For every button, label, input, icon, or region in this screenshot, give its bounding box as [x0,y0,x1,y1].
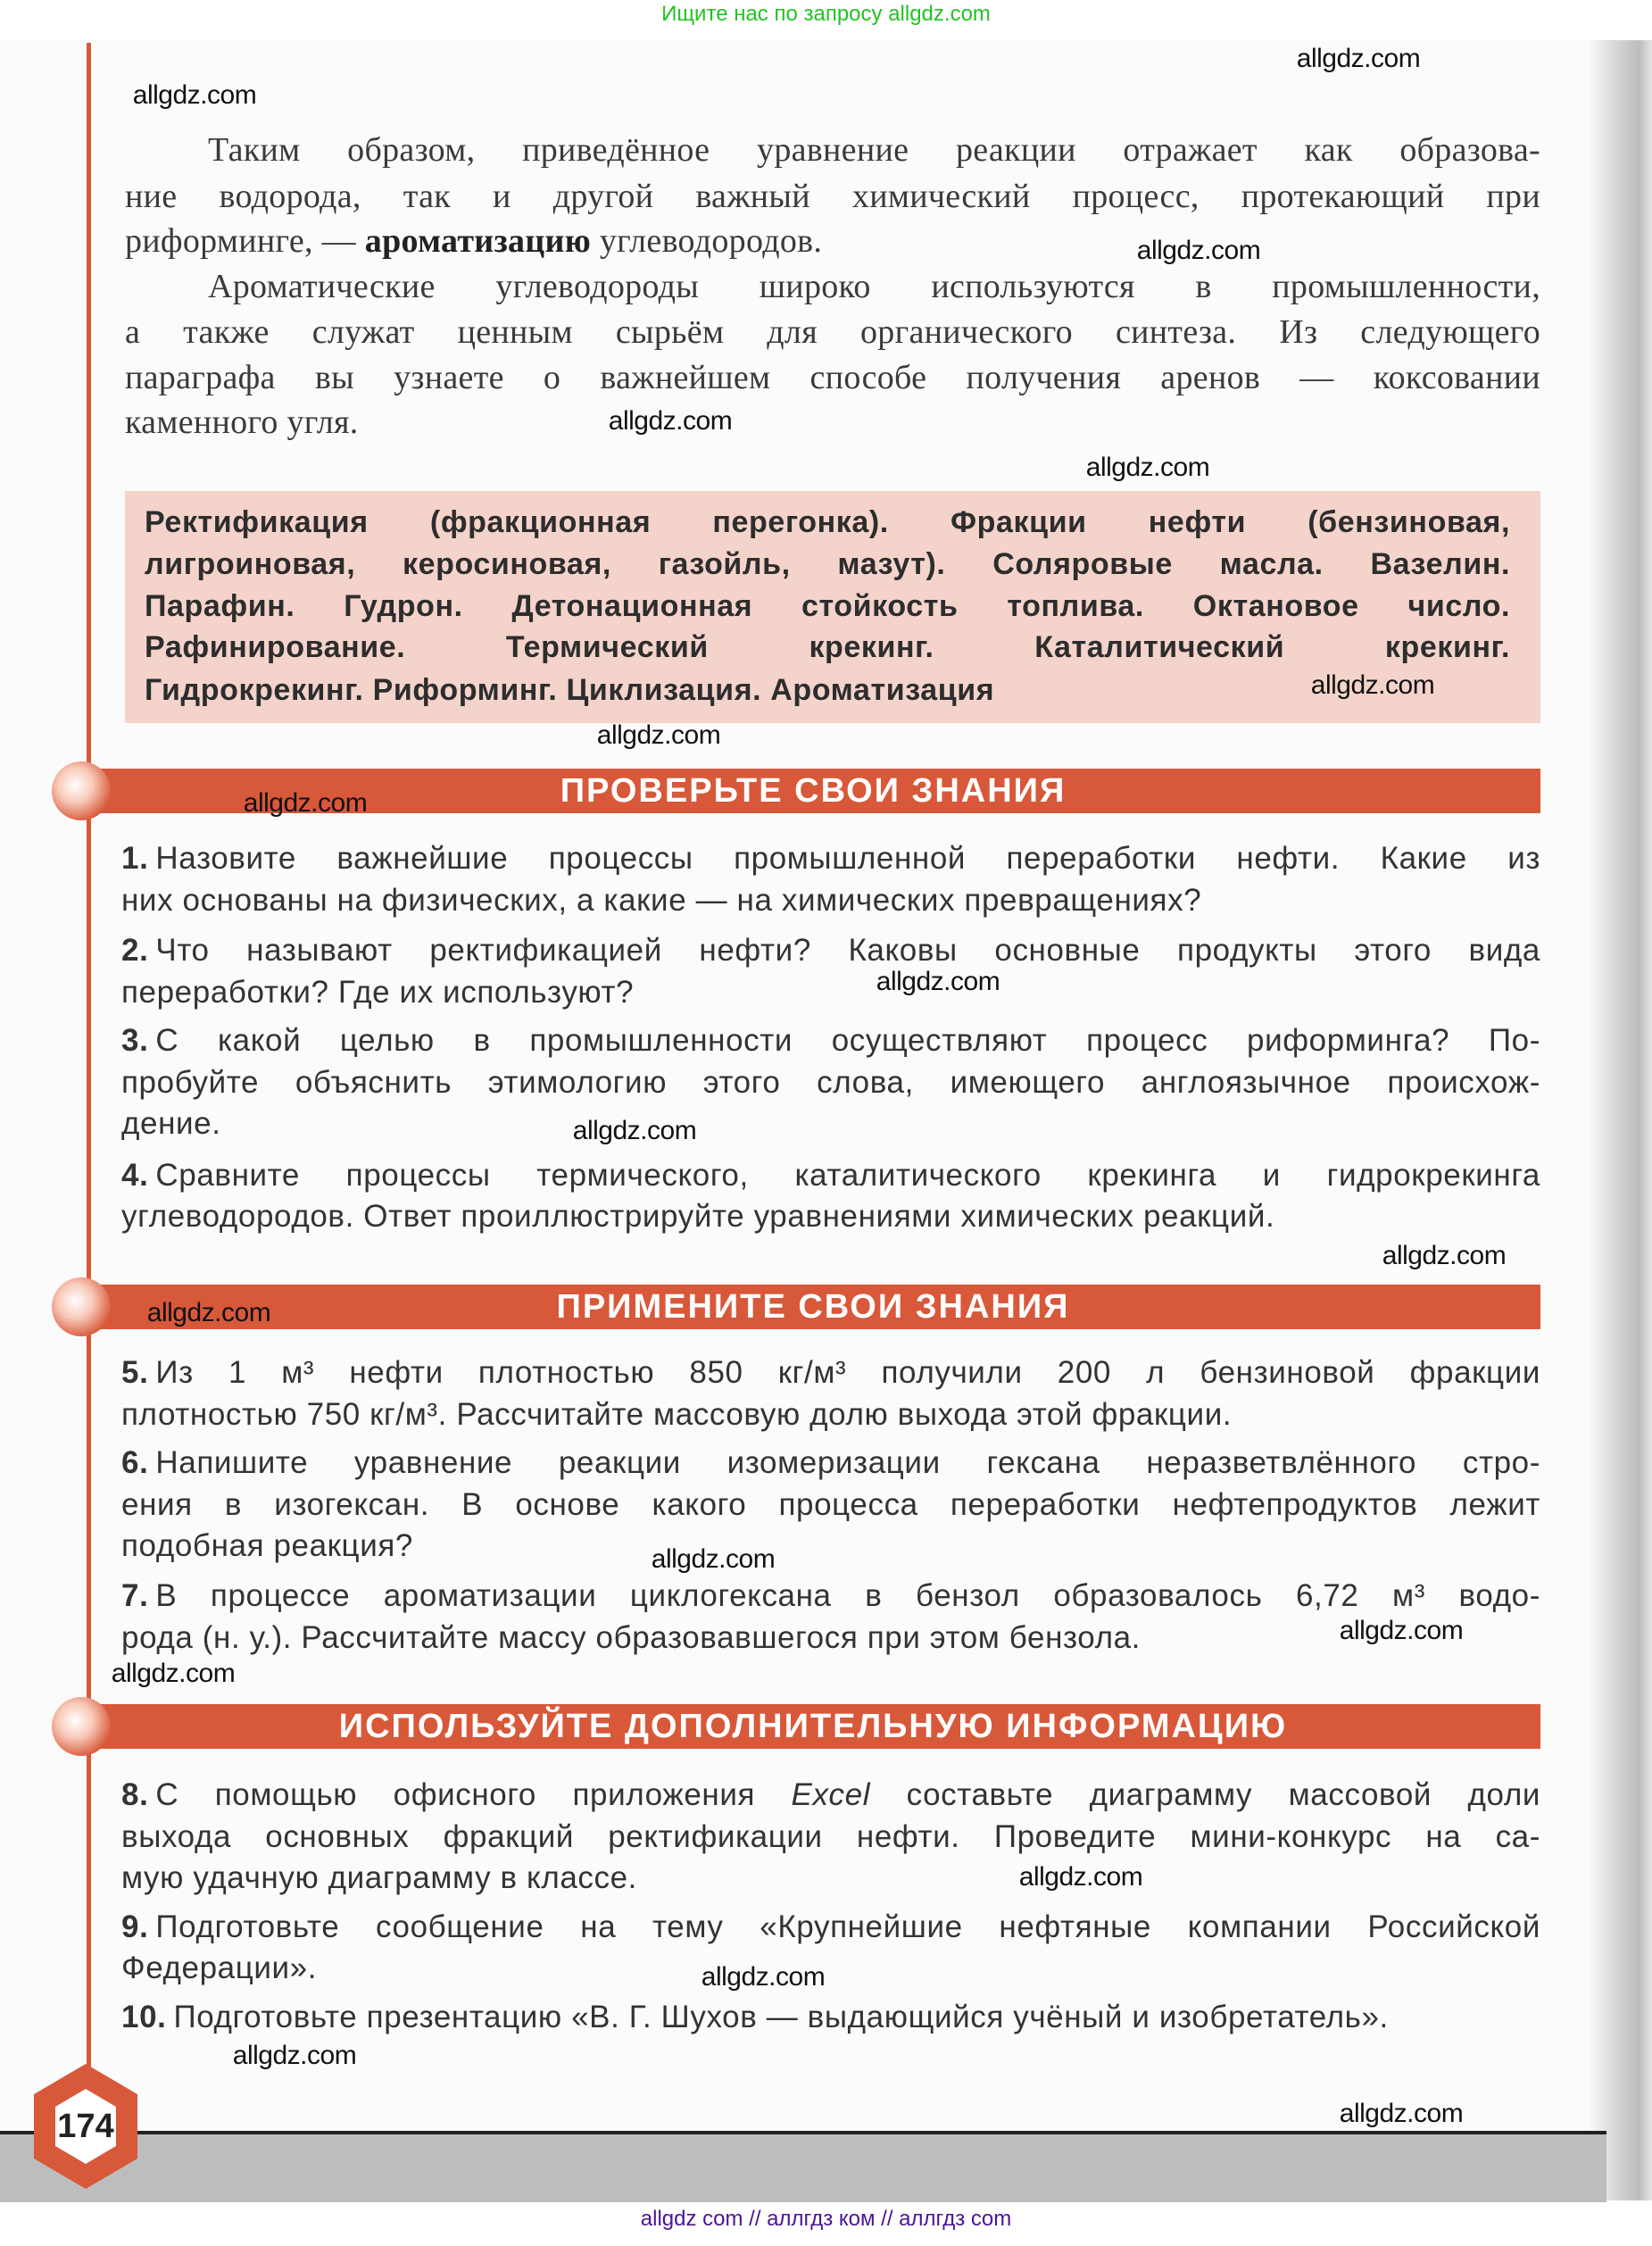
text-run: Подготовьте презентацию «В. Г. Шухов — выдающийся учёный и изобретатель». [173,2000,1389,2034]
question-line [121,930,1540,971]
text-run: В процессе ароматизации циклогексана в бензол образовалось 6,72 м³ водо- [155,1578,1540,1613]
question-line [121,1020,1540,1061]
watermark: allgdz.com [232,2041,357,2070]
key-terms-line: Парафин. Гудрон. Детонационная стойкость топлива. Октановое число. [145,589,1510,623]
text-run: дение. [121,1106,221,1141]
question-line [121,1775,1540,1816]
question-number: 4. [121,1158,149,1193]
watermark: allgdz.com [701,1962,826,1992]
page-number-badge [21,2062,150,2191]
key-terms-line: Гидрокрекинг. Риформинг. Циклизация. Ароматизация [145,673,995,707]
text-run: Таким образом, приведённое уравнение реакции отражает как образова- [208,131,1540,169]
bottom-banner: allgdz com // аллгдз ком // аллгдз com [640,2207,1012,2231]
watermark: allgdz.com [1296,44,1421,73]
text-run: пробуйте объяснить этимологию этого слова, имеющего англоязычное происхож- [121,1065,1540,1100]
question-line [121,1062,1540,1103]
text-run: выхода основных фракций ректификации нефти. Проведите мини-конкурс на са- [121,1819,1540,1854]
watermark: allgdz.com [132,80,257,110]
text-run: Подготовьте сообщение на тему «Крупнейшие нефтяные компании Российской [155,1909,1540,1944]
question-line [121,1526,1540,1567]
bold-term: ароматизацию [364,222,592,260]
question-line [121,1485,1540,1526]
watermark: allgdz.com [596,720,721,750]
paragraph-line [125,311,1540,354]
watermark: allgdz.com [243,788,368,818]
question-number: 6. [121,1445,149,1480]
question-number: 2. [121,933,149,968]
question-line [121,1155,1540,1196]
paragraph-line [208,129,1540,171]
question-number: 10. [121,2000,167,2034]
watermark: allgdz.com [1310,670,1435,700]
watermark: allgdz.com [876,967,1000,996]
watermark: allgdz.com [1136,236,1261,265]
text-run: углеводородов. Ответ проиллюстрируйте уравнениями химических реакций. [121,1199,1275,1234]
text-run: С какой целью в промышленности осуществляют процесс риформинга? По- [155,1023,1540,1058]
question-line [121,1817,1540,1858]
text-run: Назовите важнейшие процессы промышленной переработки нефти. Какие из [155,841,1540,876]
text-run: них основаны на физических, а какие — на химических превращениях? [121,883,1202,918]
question-line [121,1618,1540,1659]
margin-line [87,43,91,2096]
text-run: переработки? Где их используют? [121,975,635,1010]
section-header [86,1704,1540,1749]
page-spine-shadow [1589,40,1652,2200]
section-header [86,1285,1540,1329]
text-run: плотностью 750 кг/м³. Рассчитайте массовую долю выхода этой фракции. [121,1397,1233,1432]
bullet-circle-icon [52,1697,111,1756]
text-run: ения в изогексан. В основе какого процесса переработки нефтепродуктов лежит [121,1487,1540,1522]
page-number: 174 [57,2108,114,2145]
watermark: allgdz.com [608,406,733,436]
watermark: allgdz.com [146,1298,271,1327]
question-line [121,1196,1540,1237]
question-number: 8. [121,1777,149,1812]
watermark: allgdz.com [1339,1616,1464,1645]
bottom-band [0,2131,1606,2202]
bullet-circle-icon [52,1277,111,1336]
question-line [121,972,1540,1013]
question-number: 1. [121,841,149,876]
question-line [121,1576,1540,1617]
question-line [121,1394,1540,1435]
paragraph-line [125,175,1540,218]
text-run: Сравните процессы термического, каталитического крекинга и гидрокрекинга [155,1158,1540,1193]
watermark: allgdz.com [1339,2099,1464,2128]
question-number: 9. [121,1909,149,1944]
watermark: allgdz.com [111,1659,236,1688]
question-line [121,1103,1540,1144]
watermark: allgdz.com [1382,1241,1507,1270]
question-line [121,1907,1540,1948]
section-title: ИСПОЛЬЗУЙТЕ ДОПОЛНИТЕЛЬНУЮ ИНФОРМАЦИЮ [338,1708,1288,1745]
text-run: Что называют ректификацией нефти? Каковы основные продукты этого вида [155,933,1540,968]
key-terms-line: лигроиновая, керосиновая, газойль, мазут). Соляровые масла. Вазелин. [145,547,1510,581]
bullet-circle-icon [52,761,111,820]
question-line [121,1443,1540,1484]
text-run: мую удачную диаграмму в классе. [121,1860,638,1895]
question-number: 5. [121,1355,149,1390]
text-run: риформинге, — [125,222,365,260]
watermark: allgdz.com [572,1116,697,1145]
watermark: allgdz.com [651,1544,776,1574]
text-run: каменного угля. [125,403,359,441]
question-line [121,1997,1540,2038]
paragraph-line [125,401,1540,444]
paragraph-line [125,220,1540,262]
question-line [121,1948,1540,1989]
watermark: allgdz.com [1085,453,1210,482]
text-run: Из 1 м³ нефти плотностью 850 кг/м³ получили 200 л бензиновой фракции [155,1355,1540,1390]
question-line [121,880,1540,921]
text-run: Ароматические углеводороды широко используются в промышленности, [208,268,1540,305]
question-line [121,838,1540,879]
section-title: ПРИМЕНИТЕ СВОИ ЗНАНИЯ [556,1288,1070,1326]
text-run: ние водорода, так и другой важный химический процесс, протекающий при [125,178,1540,215]
paragraph-line [125,356,1540,399]
watermark: allgdz.com [1018,1862,1143,1892]
question-number: 3. [121,1023,149,1058]
text-run: Напишите уравнение реакции изомеризации гексана неразветвлённого стро- [155,1445,1540,1480]
key-terms-line: Ректификация (фракционная перегонка). Фракции нефти (бензиновая, [145,505,1510,539]
text-run: углеводородов. [591,222,823,260]
paragraph-line [208,265,1540,308]
question-line [121,1352,1540,1393]
question-number: 7. [121,1578,149,1613]
text-run: составьте диаграмму массовой доли [870,1777,1540,1812]
text-run: Федерации». [121,1951,318,1985]
text-run: рода (н. у.). Рассчитайте массу образовавшегося при этом бензола. [121,1620,1141,1655]
key-terms-line: Рафинирование. Термический крекинг. Каталитический крекинг. [145,630,1510,664]
italic-term: Excel [791,1777,871,1812]
text-run: параграфа вы узнаете о важнейшем способе получения аренов — коксовании [125,359,1540,396]
text-run: подобная реакция? [121,1528,413,1563]
section-title: ПРОВЕРЬТЕ СВОИ ЗНАНИЯ [560,772,1067,810]
top-banner: Ищите нас по запросу allgdz.com [661,2,991,26]
text-run: С помощью офисного приложения [155,1777,792,1812]
text-run: а также служат ценным сырьём для органического синтеза. Из следующего [125,313,1540,351]
question-line [121,1858,1540,1899]
